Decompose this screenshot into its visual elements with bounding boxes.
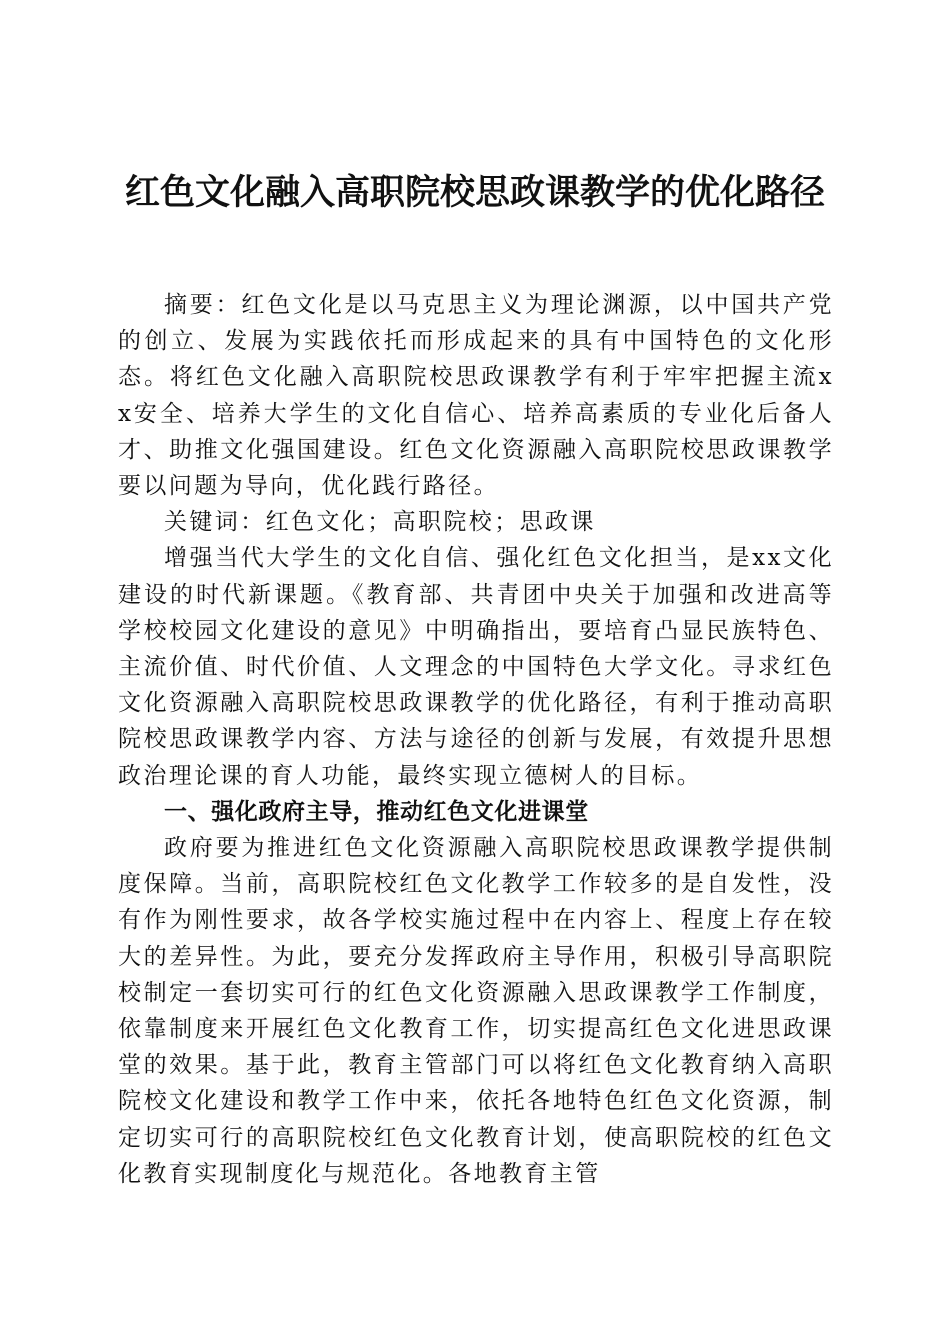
keywords-paragraph: 关键词：红色文化；高职院校；思政课 (164, 509, 596, 536)
section-paragraph: 政府要为推进红色文化资源融入高职院校思政课教学提供制度保障。当前，高职院校红色文化教学工作较多的是自发性，没有作为刚性要求，故各学校实施过程中在内容上、程度上存在较大的差异性。为此，要充分发挥政府主导作用，积极引导高职院校制定一套切实可行的红色文化资源融入思政课教学工作制度，依靠制度来开展红色文化教育工作，切实提高红色文化进思政课堂的效果。基于此，教育主管部门可以将红色文化教育纳入高职院校文化建设和教学工作中来，依托各地特色红色文化资源，制定切实可行的高职院校红色文化教育计划，使高职院校的红色文化教育实现制度化与规范化。各地教育主管 (118, 835, 834, 1187)
document-body (118, 287, 834, 1192)
abstract-paragraph: 摘要：红色文化是以马克思主义为理论渊源，以中国共产党的创立、发展为实践依托而形成起来的具有中国特色的文化形态。将红色文化融入高职院校思政课教学有利于牢牢把握主流xx安全、培养大学生的文化自信心、培养高素质的专业化后备人才、助推文化强国建设。红色文化资源融入高职院校思政课教学要以问题为导向，优化践行路径。 (118, 292, 834, 500)
section-heading: 一、强化政府主导，推动红色文化进课堂 (164, 797, 589, 825)
intro-paragraph: 增强当代大学生的文化自信、强化红色文化担当，是xx文化建设的时代新课题。《教育部、共青团中央关于加强和改进高等学校校园文化建设的意见》中明确指出，要培育凸显民族特色、主流价值、时代价值、人文理念的中国特色大学文化。寻求红色文化资源融入高职院校思政课教学的优化路径，有利于推动高职院校思政课教学内容、方法与途径的创新与发展，有效提升思想政治理论课的育人功能，最终实现立德树人的目标。 (118, 545, 834, 789)
document-title: 红色文化融入高职院校思政课教学的优化路径 (124, 172, 825, 213)
